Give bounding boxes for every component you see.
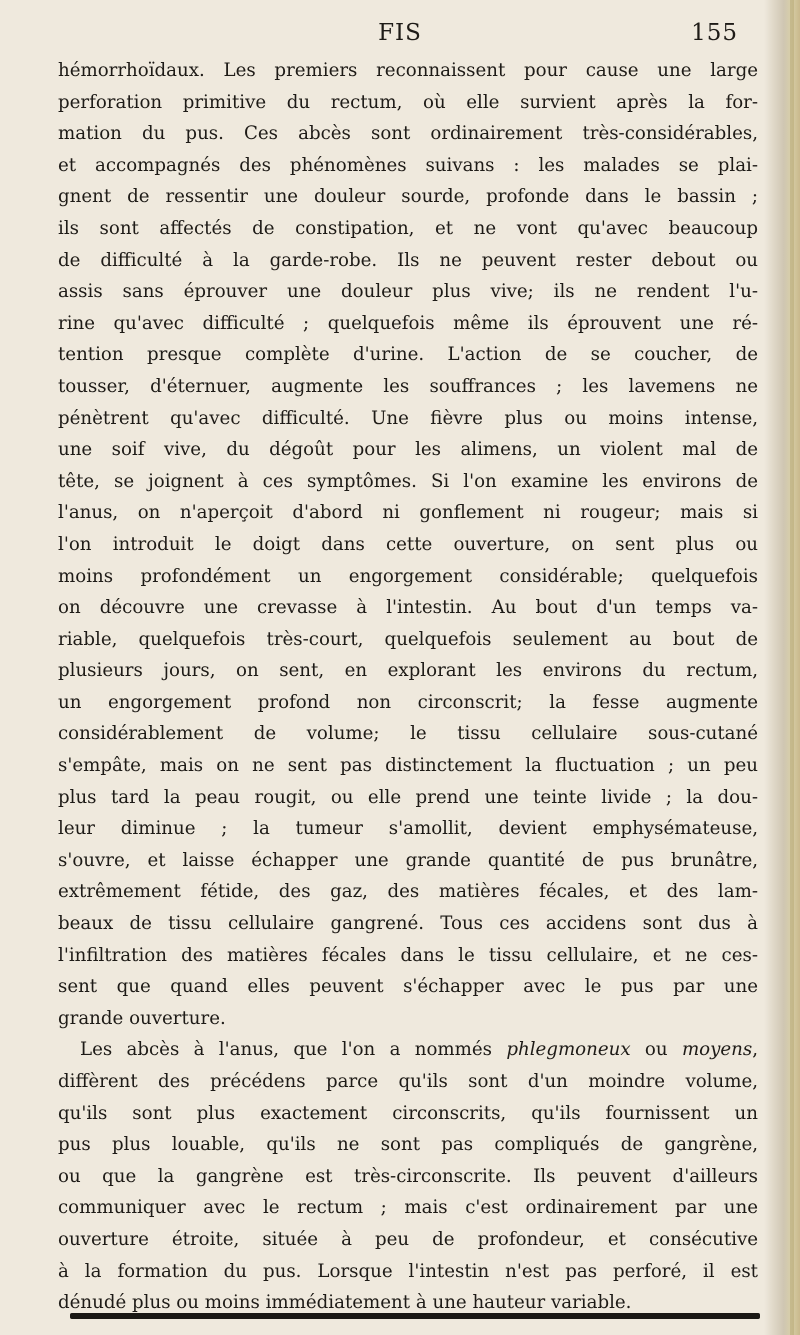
text-line: et accompagnés des phénomènes suivans : les malades se plai-	[58, 154, 758, 176]
paragraph-2	[58, 1034, 758, 1318]
text-line: riable, quelquefois très-court, quelquefois seulement au bout de	[58, 628, 758, 650]
text-line: qu'ils sont plus exactement circonscrits, qu'ils fournissent un	[58, 1102, 758, 1124]
text-run: ,	[752, 1039, 759, 1061]
text-line: ils sont affectés de constipation, et ne vont qu'avec beaucoup	[58, 217, 758, 239]
text-line: sent que quand elles peuvent s'échapper avec le pus par une	[58, 976, 758, 998]
text-line: grande ouverture.	[58, 1007, 226, 1029]
text-line: l'on introduit le doigt dans cette ouverture, on sent plus ou	[58, 533, 758, 555]
text-line: l'anus, on n'aperçoit d'abord ni gonflement ni rougeur; mais si	[58, 502, 758, 524]
text-line: extrêmement fétide, des gaz, des matières fécales, et des lam-	[58, 881, 758, 903]
text-line: plusieurs jours, on sent, en explorant les environs du rectum,	[58, 660, 758, 682]
text-line: plus tard la peau rougit, ou elle prend une teinte livide ; la dou-	[58, 786, 758, 808]
text-line: assis sans éprouver une douleur plus vive; ils ne rendent l'u-	[58, 281, 758, 303]
text-line: rine qu'avec difficulté ; quelquefois même ils éprouvent une ré-	[58, 312, 758, 334]
page-number: 155	[691, 20, 738, 46]
running-head	[0, 18, 800, 48]
text-line: leur diminue ; la tumeur s'amollit, devient emphysémateuse,	[58, 818, 758, 840]
body-text	[58, 55, 758, 1319]
text-line: on découvre une crevasse à l'intestin. Au bout d'un temps va-	[58, 597, 758, 619]
text-line: de difficulté à la garde-robe. Ils ne peuvent rester debout ou	[58, 249, 758, 271]
text-line: communiquer avec le rectum ; mais c'est ordinairement par une	[58, 1197, 758, 1219]
text-line: perforation primitive du rectum, où elle survient après la for-	[58, 91, 758, 113]
text-line: l'infiltration des matières fécales dans le tissu cellulaire, et ne ces-	[58, 944, 758, 966]
text-line: diffèrent des précédens parce qu'ils sont d'un moindre volume,	[58, 1071, 758, 1092]
text-line: tête, se joignent à ces symptômes. Si l'on examine les environs de	[58, 470, 758, 492]
term-moyens: moyens	[681, 1039, 753, 1061]
page-spine-shadow	[764, 0, 800, 1335]
text-line: ouverture étroite, située à peu de profondeur, et consécutive	[58, 1228, 758, 1250]
term-phlegmoneux: phlegmoneux	[506, 1039, 631, 1061]
page-spine-edge	[790, 0, 794, 1335]
text-line: considérablement de volume; le tissu cellulaire sous-cutané	[58, 723, 758, 745]
text-line: tention presque complète d'urine. L'action de se coucher, de	[58, 344, 758, 366]
text-line: moins profondément un engorgement considérable; quelquefois	[58, 565, 758, 587]
text-line: hémorrhoïdaux. Les premiers reconnaissent pour cause une large	[58, 60, 758, 81]
paragraph-1	[58, 55, 758, 1034]
text-line: à la formation du pus. Lorsque l'intestin n'est pas perforé, il est	[58, 1260, 758, 1282]
text-line: gnent de ressentir une douleur sourde, profonde dans le bassin ;	[58, 186, 758, 208]
text-line: mation du pus. Ces abcès sont ordinairement très-considérables,	[58, 123, 758, 145]
text-line: une soif vive, du dégoût pour les alimens, un violent mal de	[58, 439, 758, 461]
text-line: s'empâte, mais on ne sent pas distinctement la fluctuation ; un peu	[58, 755, 758, 777]
text-line: s'ouvre, et laisse échapper une grande quantité de pus brunâtre,	[58, 849, 758, 871]
running-title: FIS	[378, 20, 422, 46]
text-run: ou	[630, 1039, 682, 1061]
text-line: ou que la gangrène est très-circonscrite. Ils peuvent d'ailleurs	[58, 1165, 758, 1187]
text-line: tousser, d'éternuer, augmente les souffrances ; les lavemens ne	[58, 375, 758, 397]
text-line: beaux de tissu cellulaire gangrené. Tous ces accidens sont dus à	[58, 913, 758, 935]
text-line	[58, 1034, 758, 1066]
text-line: un engorgement profond non circonscrit; la fesse augmente	[58, 691, 758, 713]
text-run: Les abcès à l'anus, que l'on a nommés	[80, 1039, 507, 1061]
text-line: pus plus louable, qu'ils ne sont pas compliqués de gangrène,	[58, 1134, 758, 1156]
text-line: pénètrent qu'avec difficulté. Une fièvre plus ou moins intense,	[58, 407, 758, 429]
text-line: dénudé plus ou moins immédiatement à une hauteur variable.	[58, 1292, 632, 1314]
scan-bottom-edge	[70, 1313, 760, 1319]
